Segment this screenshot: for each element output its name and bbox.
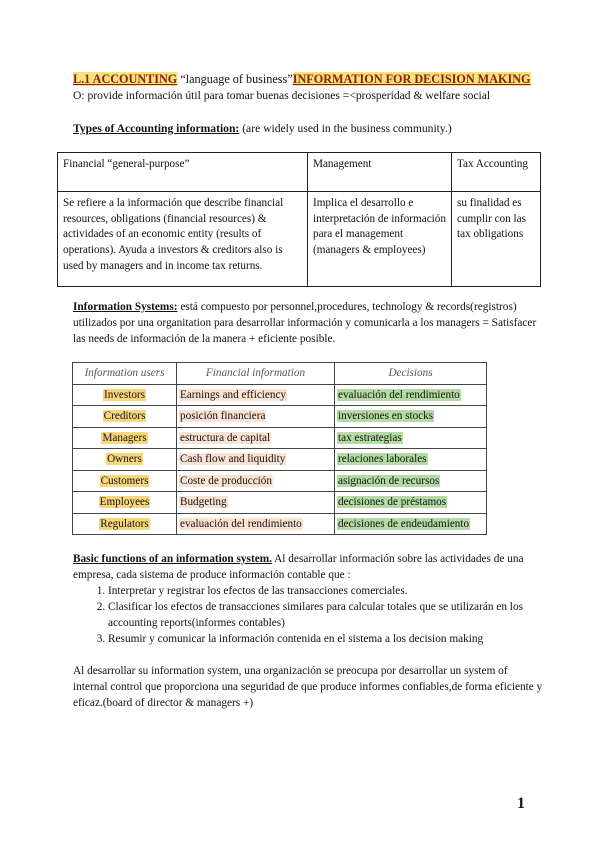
title-lesson-number: L.1 ACCOUNTING — [73, 72, 178, 86]
financial-info-cell: Coste de producción — [180, 474, 272, 487]
accounting-types-table — [57, 152, 541, 287]
title-topic: INFORMATION FOR DECISION MAKING — [292, 72, 531, 86]
header-tax: Tax Accounting — [452, 153, 541, 192]
info-systems-paragraph — [73, 299, 543, 347]
decision-cell: relaciones laborales — [338, 453, 427, 466]
page-number: 1 — [517, 795, 525, 812]
basic-functions-text: Al desarrollar información sobre las actividades de una empresa, cada sistema de produce información contable que : — [73, 553, 524, 582]
objective-line: O: provide información útil para tomar buenas decisiones =<prosperidad & welfare social — [73, 89, 491, 102]
user-cell: Managers — [102, 431, 147, 444]
financial-info-cell: Earnings and efficiency — [180, 388, 287, 401]
financial-info-cell: Cash flow and liquidity — [180, 453, 286, 466]
info-systems-heading: Information Systems: — [73, 301, 178, 313]
financial-info-cell: posición financiera — [180, 410, 266, 423]
cell-management: Implica el desarrollo e interpretación de información para el management (managers & employees) — [308, 192, 452, 287]
header-decisions: Decisions — [335, 363, 487, 385]
table-row — [73, 406, 487, 428]
internal-control-paragraph: Al desarrollar su information system, una organización se preocupa por desarrollar un system of internal control que proporciona una seguridad de que produce informes confiables,de forma eficiente y eficaz.(board of director & managers +) — [73, 665, 543, 710]
info-systems-text: está compuesto por personnel,procedures, technology & records(registros) utilizados por una organitation para desarrollar información y comunicarla a los managers = Satisfacer las needs de información de la manera + eficiente posible. — [73, 301, 537, 346]
types-line — [73, 122, 452, 135]
table-header-row — [58, 153, 541, 192]
decision-cell: evaluación del rendimiento — [338, 388, 460, 401]
information-users-table — [72, 362, 487, 535]
user-cell: Regulators — [100, 517, 149, 530]
financial-info-cell: estructura de capital — [180, 431, 271, 444]
title-subtitle: “language of business” — [177, 72, 293, 86]
basic-functions-heading: Basic functions of an information system. — [73, 553, 272, 565]
decision-cell: decisiones de endeudamiento — [338, 517, 470, 530]
cell-financial: Se refiere a la información que describe financial resources, obligations (financial resources) & actividades of an economic entity (results of operations). Ayuda a investors & creditors also is used by managers and in income tax returns. — [58, 192, 308, 287]
table-row — [73, 470, 487, 492]
lesson-title — [73, 72, 531, 87]
types-rest: (are widely used in the business community.) — [239, 122, 452, 135]
user-cell: Creditors — [103, 410, 146, 423]
financial-info-cell: Budgeting — [180, 496, 227, 509]
financial-info-cell: evaluación del rendimiento — [180, 517, 302, 530]
list-item: 2. Clasificar los efectos de transacciones similares para calcular totales que se utilizarán en los accounting reports(informes contables) — [108, 599, 568, 631]
decision-cell: decisiones de préstamos — [338, 496, 447, 509]
header-financial: Financial “general-purpose” — [58, 153, 308, 192]
basic-functions-paragraph — [73, 551, 543, 583]
table-row — [73, 427, 487, 449]
header-users: Information users — [73, 363, 177, 385]
table-row — [73, 492, 487, 514]
list-item: 1. Interpretar y registrar los efectos de las transacciones comerciales. — [108, 583, 568, 599]
table-row — [73, 513, 487, 535]
decision-cell: tax estrategias — [338, 431, 402, 444]
cell-tax: su finalidad es cumplir con las tax obligations — [452, 192, 541, 287]
user-cell: Customers — [100, 474, 149, 487]
table-header-row — [73, 363, 487, 385]
decision-cell: asignación de recursos — [338, 474, 440, 487]
user-cell: Investors — [103, 388, 145, 401]
list-item: 3. Resumir y comunicar la información contenida en el sistema a los decision making — [108, 631, 568, 647]
table-row — [58, 192, 541, 287]
table-row — [73, 449, 487, 471]
decision-cell: inversiones en stocks — [338, 410, 434, 423]
basic-functions-list — [73, 583, 568, 647]
user-cell: Employees — [99, 496, 150, 509]
table-row — [73, 384, 487, 406]
types-heading: Types of Accounting information: — [73, 122, 240, 135]
header-financial-info: Financial information — [177, 363, 335, 385]
user-cell: Owners — [107, 453, 142, 466]
header-management: Management — [308, 153, 452, 192]
